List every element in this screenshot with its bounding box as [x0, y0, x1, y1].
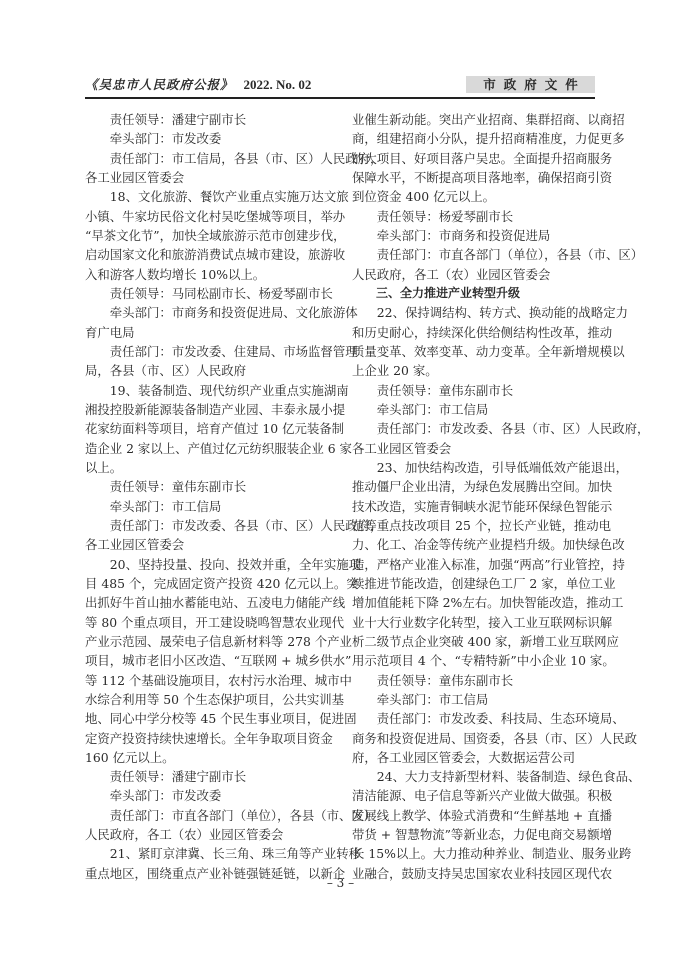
text-line: 范等重点技改项目 25 个，拉长产业链，推动电 [352, 517, 612, 533]
paragraph [352, 110, 625, 207]
text-line: 160 亿元以上。 [85, 749, 175, 765]
text-line: 续推进节能改造，创建绿色工厂 2 家，单位工业 [352, 575, 616, 591]
paragraph [352, 458, 628, 671]
text-line: 推动僵尸企业出清，为绿色发展腾出空间。加快 [352, 479, 613, 495]
text-line: 牵头部门：市发改委 [109, 788, 222, 804]
text-line: 责任领导：童伟东副市长 [376, 382, 514, 398]
text-line: 用示范项目 4 个、“专精特新”中小企业 10 家。 [352, 653, 615, 669]
paragraph [85, 786, 328, 805]
text-line: 业融合，鼓励支持吴忠国家农业科技园区现代农 [352, 865, 613, 881]
text-line: 三、全力推进产业转型升级 [376, 285, 521, 300]
paragraph [85, 129, 328, 148]
text-line: 入和游客人数均增长 10%以上。 [85, 266, 266, 282]
text-line: 18、文化旅游、餐饮产业重点实施万达文旅 [109, 189, 349, 205]
paragraph [352, 419, 650, 458]
text-line: 等 112 个基础设施项目，农村污水治理、城市中 [85, 672, 352, 688]
text-line: 长 15%以上。大力推动种养业、制造业、服务业跨 [352, 846, 632, 862]
text-line: 府，各工业园区管委会，大数据运营公司 [352, 749, 576, 765]
paragraph [85, 806, 377, 845]
text-line: 责任部门：市发改委、各县（市、区）人民政府， [109, 517, 383, 533]
paragraph [85, 342, 358, 381]
text-line: 到位资金 400 亿元以上。 [352, 189, 496, 205]
text-line: 定资产投资持续快速增长。全年争取项目资金 [85, 730, 333, 746]
text-line: “早茶文化节”，加快全域旅游示范市创建步伐， [85, 227, 346, 243]
text-line: 责任部门：市发改委、科技局、生态环境局、 [376, 711, 625, 727]
text-line: 牵头部门：市商务和投资促进局、文化旅游体 [109, 305, 358, 321]
text-line: 小镇、牛家坊民俗文化村吴吃堡城等项目，举办 [85, 208, 346, 224]
text-line: 牵头部门：市工信局 [109, 498, 222, 514]
paragraph [85, 381, 352, 478]
paragraph [85, 110, 328, 129]
text-line: 责任领导：童伟东副市长 [109, 479, 247, 495]
text-line: 等 80 个重点项目，开工建设晓鸣智慧农业现代 [85, 614, 345, 630]
text-line: 目 485 个，完成固定资产投资 420 亿元以上。突 [85, 575, 359, 591]
text-line: 力、化工、冶金等传统产业提档升级。加快绿色改 [352, 537, 625, 553]
text-line: 责任领导：杨爱琴副市长 [376, 208, 514, 224]
text-line: 以上。 [85, 459, 123, 475]
page-number: – 3 – [326, 876, 355, 890]
text-line: 24、大力支持新型材料、装备制造、绿色食品、 [376, 769, 641, 785]
text-line: 商，组建招商小分队，提升招商精准度，力促更多 [352, 131, 625, 147]
text-line: 造企业 2 家以上、产值过亿元纺织服装企业 6 家 [85, 440, 352, 456]
text-line: 增加值能耗下降 2%左右。加快智能改造，推动工 [352, 595, 624, 611]
text-line: 产业示范园、晟荣电子信息新材料等 278 个产业 [85, 633, 352, 649]
paragraph [352, 207, 595, 226]
paragraph [85, 767, 328, 786]
text-line: 各工业园区管委会 [352, 440, 452, 456]
paragraph [85, 516, 383, 555]
paragraph [85, 497, 328, 516]
text-line: 析二级节点企业突破 400 家，新增工业互联网应 [352, 633, 619, 649]
text-line: 地、同心中学分校等 45 个民生事业项目，促进固 [85, 711, 357, 727]
text-line: 责任部门：市发改委、住建局、市场监督管理 [109, 343, 358, 359]
text-line: 牵头部门：市工信局 [376, 691, 489, 707]
text-line: 业十大行业数字化转型，接入工业互联网标识解 [352, 614, 613, 630]
paragraph [352, 690, 595, 709]
text-line: 22、保持调结构、转方式、换动能的战略定力 [376, 305, 628, 321]
section-label: 市政府文件 [466, 76, 595, 93]
text-line: 育广电局 [85, 324, 135, 340]
right-column [352, 110, 650, 883]
paragraph [352, 245, 644, 284]
paragraph [85, 187, 349, 284]
text-line: 责任部门：市直各部门（单位），各县（市、区） [109, 807, 377, 823]
text-line: 责任领导：潘建宁副市长 [109, 112, 247, 127]
text-line: 责任领导：马同松副市长、杨爱琴副市长 [109, 285, 333, 301]
paragraph [352, 381, 595, 400]
paragraph [352, 400, 595, 419]
text-line: 各工业园区管委会 [85, 169, 185, 185]
text-line: 上企业 20 家。 [352, 363, 438, 379]
running-header [85, 75, 311, 93]
text-line: 水综合利用等 50 个生态保护项目，公共实训基 [85, 691, 345, 707]
paragraph [85, 284, 333, 303]
text-line: 花家纺面料等项目，培育产值过 10 亿元装备制 [85, 421, 345, 437]
text-line: 质量变革、效率变革、动力变革。全年新增规模以 [352, 343, 625, 359]
paragraph [85, 303, 358, 342]
text-line: 牵头部门：市工信局 [376, 401, 489, 417]
journal-title: 《吴忠市人民政府公报》 [85, 77, 234, 92]
paragraph [352, 709, 637, 767]
paragraph [352, 303, 628, 380]
text-line: 重点地区，围绕重点产业补链强链延链，以新企 [85, 865, 346, 881]
header-rule [85, 97, 595, 99]
text-line: 19、装备制造、现代纺织产业重点实施湖南 [109, 382, 349, 398]
paragraph [352, 767, 641, 883]
paragraph [85, 149, 383, 188]
text-line: 业催生新动能。突出产业招商、集群招商、以商招 [352, 112, 625, 127]
text-line: 责任领导：童伟东副市长 [376, 672, 514, 688]
text-line: 各工业园区管委会 [85, 537, 185, 553]
text-line: 出抓好牛首山抽水蓄能电站、五凌电力储能产线 [85, 595, 346, 611]
issue-number: 2022. No. 02 [243, 77, 312, 92]
text-line: 人民政府，各工（农）业园区管委会 [352, 266, 551, 282]
text-line: 人民政府，各工（农）业园区管委会 [85, 827, 284, 843]
text-line: 和历史耐心，持续深化供给侧结构性改革，推动 [352, 324, 613, 340]
text-line: 发展线上教学、体验式消费和“生鲜基地 + 直播 [352, 807, 613, 823]
text-line: 牵头部门：市商务和投资促进局 [376, 227, 551, 243]
text-line: 项目，城市老旧小区改造、“互联网 + 城乡供水” [85, 653, 352, 669]
text-line: 责任部门：市工信局，各县（市、区）人民政府， [109, 150, 383, 166]
text-line: 商务和投资促进局、国资委，各县（市、区）人民政 [352, 730, 637, 746]
text-line: 责任领导：潘建宁副市长 [109, 769, 247, 785]
paragraph [352, 226, 595, 245]
text-line: 保障水平，不断提高项目落地率，确保招商引资 [352, 169, 613, 185]
left-column [85, 110, 383, 883]
text-line: 23、加快结构改造，引导低端低效产能退出， [376, 459, 628, 475]
text-line: 21、紧盯京津冀、长三角、珠三角等产业转移 [109, 846, 361, 862]
text-line: 牵头部门：市发改委 [109, 131, 222, 147]
text-line: 造，严格产业准入标准，加强“两高”行业管控，持 [352, 556, 625, 572]
text-line: 责任部门：市发改委、各县（市、区）人民政府， [376, 421, 650, 437]
text-line: 清洁能源、电子信息等新兴产业做大做强。积极 [352, 788, 613, 804]
text-line: 技术改造，实施青铜峡水泥节能环保绿色智能示 [352, 498, 613, 514]
paragraph [85, 477, 328, 496]
text-line: 启动国家文化和旅游消费试点城市建设，旅游收 [85, 247, 346, 263]
text-line: 带货 + 智慧物流”等新业态，力促电商交易额增 [352, 827, 613, 843]
text-line: 湘投控股新能源装备制造产业园、丰泰永晟小提 [85, 401, 346, 417]
text-line: 20、坚持投量、投向、投效并重，全年实施项 [109, 556, 361, 572]
paragraph [352, 671, 595, 690]
paragraph [85, 555, 361, 768]
text-line: 的大项目、好项目落户吴忠。全面提升招商服务 [352, 150, 613, 166]
section-heading [352, 284, 595, 303]
text-line: 责任部门：市直各部门（单位），各县（市、区） [376, 247, 644, 263]
text-line: 局，各县（市、区）人民政府 [85, 363, 247, 379]
